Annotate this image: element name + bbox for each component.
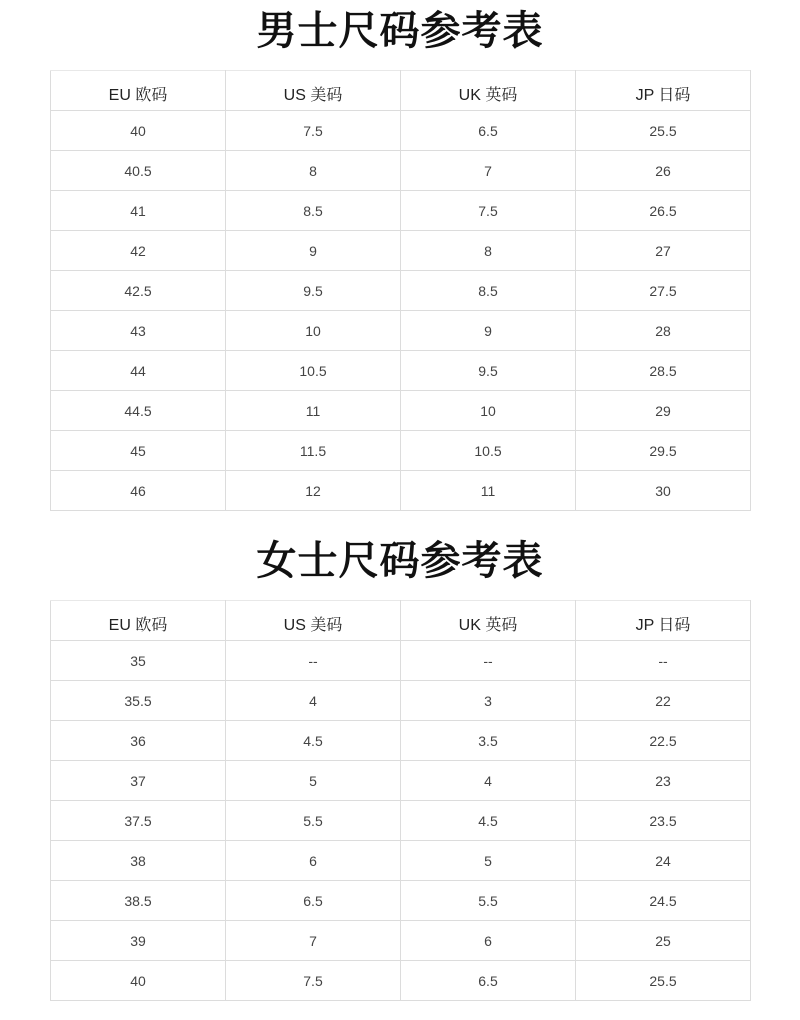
table-row bbox=[51, 921, 751, 961]
cell-eu: 44.5 bbox=[51, 391, 226, 431]
women-size-chart-title: 女士尺码参考表 bbox=[256, 538, 544, 584]
cell-us: 5 bbox=[226, 761, 401, 801]
cell-jp: 26.5 bbox=[576, 191, 751, 231]
cell-eu: 37 bbox=[51, 761, 226, 801]
header-eu: EU 欧码 bbox=[51, 71, 226, 111]
table-row bbox=[51, 881, 751, 921]
cell-jp: 22 bbox=[576, 681, 751, 721]
cell-jp: 30 bbox=[576, 471, 751, 511]
cell-us: 8 bbox=[226, 151, 401, 191]
cell-uk: 9 bbox=[401, 311, 576, 351]
header-uk: UK 英码 bbox=[401, 71, 576, 111]
cell-us: 8.5 bbox=[226, 191, 401, 231]
table-row bbox=[51, 231, 751, 271]
men-size-table bbox=[50, 70, 751, 511]
cell-jp: 25.5 bbox=[576, 111, 751, 151]
cell-uk: 7 bbox=[401, 151, 576, 191]
cell-uk: 5.5 bbox=[401, 881, 576, 921]
cell-eu: 38 bbox=[51, 841, 226, 881]
table-header-row bbox=[51, 71, 751, 111]
cell-uk: 6.5 bbox=[401, 111, 576, 151]
header-us: US 美码 bbox=[226, 601, 401, 641]
table-row bbox=[51, 191, 751, 231]
cell-jp: 24 bbox=[576, 841, 751, 881]
cell-eu: 36 bbox=[51, 721, 226, 761]
men-size-chart-title: 男士尺码参考表 bbox=[256, 8, 544, 54]
table-row bbox=[51, 271, 751, 311]
table-row bbox=[51, 431, 751, 471]
table-row bbox=[51, 471, 751, 511]
cell-uk: -- bbox=[401, 641, 576, 681]
cell-jp: 27.5 bbox=[576, 271, 751, 311]
cell-uk: 4.5 bbox=[401, 801, 576, 841]
cell-us: 12 bbox=[226, 471, 401, 511]
cell-eu: 40.5 bbox=[51, 151, 226, 191]
cell-uk: 6 bbox=[401, 921, 576, 961]
cell-us: 11.5 bbox=[226, 431, 401, 471]
cell-jp: -- bbox=[576, 641, 751, 681]
cell-jp: 28.5 bbox=[576, 351, 751, 391]
header-jp: JP 日码 bbox=[576, 601, 751, 641]
cell-us: -- bbox=[226, 641, 401, 681]
header-us: US 美码 bbox=[226, 71, 401, 111]
cell-uk: 8.5 bbox=[401, 271, 576, 311]
cell-us: 4.5 bbox=[226, 721, 401, 761]
cell-jp: 25.5 bbox=[576, 961, 751, 1001]
cell-us: 6 bbox=[226, 841, 401, 881]
cell-uk: 4 bbox=[401, 761, 576, 801]
cell-jp: 23 bbox=[576, 761, 751, 801]
cell-eu: 37.5 bbox=[51, 801, 226, 841]
cell-us: 5.5 bbox=[226, 801, 401, 841]
table-row bbox=[51, 681, 751, 721]
cell-eu: 42.5 bbox=[51, 271, 226, 311]
table-row bbox=[51, 841, 751, 881]
cell-us: 10.5 bbox=[226, 351, 401, 391]
cell-eu: 44 bbox=[51, 351, 226, 391]
table-row bbox=[51, 761, 751, 801]
table-row bbox=[51, 311, 751, 351]
cell-us: 9.5 bbox=[226, 271, 401, 311]
cell-eu: 38.5 bbox=[51, 881, 226, 921]
cell-uk: 8 bbox=[401, 231, 576, 271]
cell-eu: 43 bbox=[51, 311, 226, 351]
header-jp: JP 日码 bbox=[576, 71, 751, 111]
cell-eu: 39 bbox=[51, 921, 226, 961]
cell-eu: 41 bbox=[51, 191, 226, 231]
table-row bbox=[51, 111, 751, 151]
table-row bbox=[51, 151, 751, 191]
table-row bbox=[51, 391, 751, 431]
men-table-body bbox=[51, 111, 751, 511]
table-row bbox=[51, 351, 751, 391]
women-size-table bbox=[50, 600, 751, 1001]
cell-eu: 40 bbox=[51, 961, 226, 1001]
cell-uk: 3.5 bbox=[401, 721, 576, 761]
cell-eu: 46 bbox=[51, 471, 226, 511]
cell-jp: 29.5 bbox=[576, 431, 751, 471]
table-row bbox=[51, 641, 751, 681]
cell-jp: 27 bbox=[576, 231, 751, 271]
cell-uk: 11 bbox=[401, 471, 576, 511]
cell-eu: 45 bbox=[51, 431, 226, 471]
table-row bbox=[51, 721, 751, 761]
cell-uk: 6.5 bbox=[401, 961, 576, 1001]
cell-us: 7.5 bbox=[226, 961, 401, 1001]
header-uk: UK 英码 bbox=[401, 601, 576, 641]
cell-jp: 29 bbox=[576, 391, 751, 431]
cell-uk: 5 bbox=[401, 841, 576, 881]
cell-uk: 10 bbox=[401, 391, 576, 431]
cell-us: 10 bbox=[226, 311, 401, 351]
cell-uk: 3 bbox=[401, 681, 576, 721]
cell-us: 9 bbox=[226, 231, 401, 271]
cell-us: 7.5 bbox=[226, 111, 401, 151]
cell-us: 4 bbox=[226, 681, 401, 721]
cell-eu: 42 bbox=[51, 231, 226, 271]
table-row bbox=[51, 961, 751, 1001]
cell-jp: 22.5 bbox=[576, 721, 751, 761]
table-row bbox=[51, 801, 751, 841]
table-header-row bbox=[51, 601, 751, 641]
cell-uk: 9.5 bbox=[401, 351, 576, 391]
cell-eu: 40 bbox=[51, 111, 226, 151]
cell-eu: 35 bbox=[51, 641, 226, 681]
cell-jp: 23.5 bbox=[576, 801, 751, 841]
header-eu: EU 欧码 bbox=[51, 601, 226, 641]
cell-uk: 7.5 bbox=[401, 191, 576, 231]
women-table-body bbox=[51, 641, 751, 1001]
cell-jp: 26 bbox=[576, 151, 751, 191]
cell-us: 6.5 bbox=[226, 881, 401, 921]
cell-jp: 28 bbox=[576, 311, 751, 351]
cell-uk: 10.5 bbox=[401, 431, 576, 471]
cell-jp: 24.5 bbox=[576, 881, 751, 921]
cell-us: 7 bbox=[226, 921, 401, 961]
cell-eu: 35.5 bbox=[51, 681, 226, 721]
cell-jp: 25 bbox=[576, 921, 751, 961]
cell-us: 11 bbox=[226, 391, 401, 431]
